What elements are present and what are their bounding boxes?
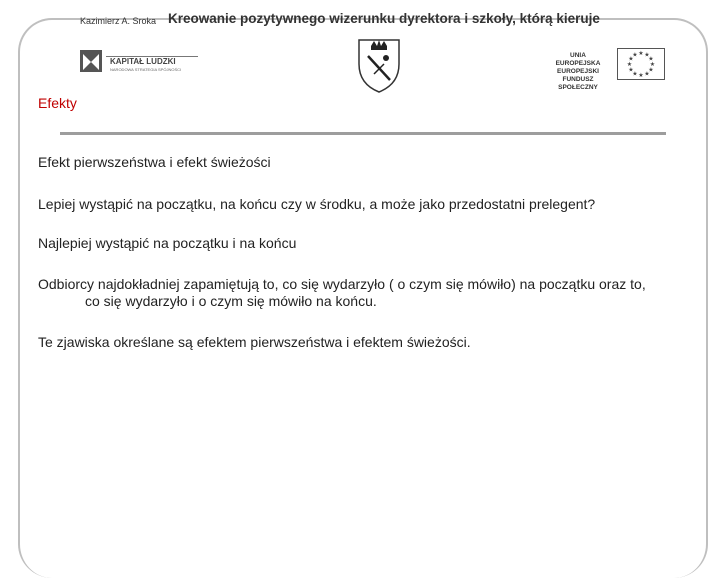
eu-line1: UNIA EUROPEJSKA	[555, 52, 601, 67]
section-title: Efekty	[38, 95, 77, 111]
svg-text:★: ★	[648, 66, 654, 74]
kapital-ludzki-emblem-icon	[80, 48, 200, 78]
question-text: Lepiej wystąpić na początku, na końcu czy w środku, a może jako przedostatni prelegent?	[38, 196, 596, 212]
svg-text:★: ★	[648, 55, 654, 63]
author-label: Kazimierz A. Sroka	[80, 16, 157, 26]
crest-logo	[356, 34, 402, 94]
svg-text:★: ★	[632, 51, 638, 59]
kapital-ludzki-subtext: NARODOWA STRATEGIA SPÓJNOŚCI	[110, 67, 182, 72]
eu-line3: FUNDUSZ SPOŁECZNY	[558, 76, 598, 91]
svg-text:★: ★	[628, 66, 634, 74]
slide-heading: Efekt pierwszeństwa i efekt świeżości	[38, 154, 271, 170]
svg-text:★: ★	[632, 70, 638, 78]
header-title: Kreowanie pozytywnego wizerunku dyrektora i szkoły, którą kieruje	[168, 11, 600, 26]
eu-flag	[617, 48, 665, 80]
conclusion-text: Te zjawiska określane są efektem pierwszeństwa i efektem świeżości.	[38, 334, 471, 350]
svg-text:★: ★	[626, 61, 633, 68]
divider	[60, 132, 666, 135]
eu-line2: EUROPEJSKI	[557, 68, 599, 75]
explanation-line-2: co się wydarzyło i o czym się mówiło na końcu.	[85, 293, 377, 309]
explanation-line-1: Odbiorcy najdokładniej zapamiętują to, co się wydarzyło ( o czym się mówiło) na początku oraz to,	[38, 276, 646, 292]
svg-text:★: ★	[628, 55, 634, 63]
answer-text: Najlepiej wystąpić na początku i na końcu	[38, 235, 297, 251]
explanation-text	[38, 276, 668, 310]
svg-text:★: ★	[638, 50, 644, 57]
svg-text:★: ★	[644, 70, 650, 78]
svg-text:★: ★	[638, 72, 644, 79]
eu-label	[548, 52, 608, 92]
svg-text:★: ★	[649, 61, 656, 68]
svg-text:★: ★	[644, 51, 650, 59]
eu-stars-icon	[617, 48, 665, 80]
shield-crest-icon	[356, 34, 402, 94]
kapital-ludzki-text: KAPITAŁ LUDZKI	[110, 57, 176, 66]
kapital-ludzki-logo	[80, 48, 200, 78]
